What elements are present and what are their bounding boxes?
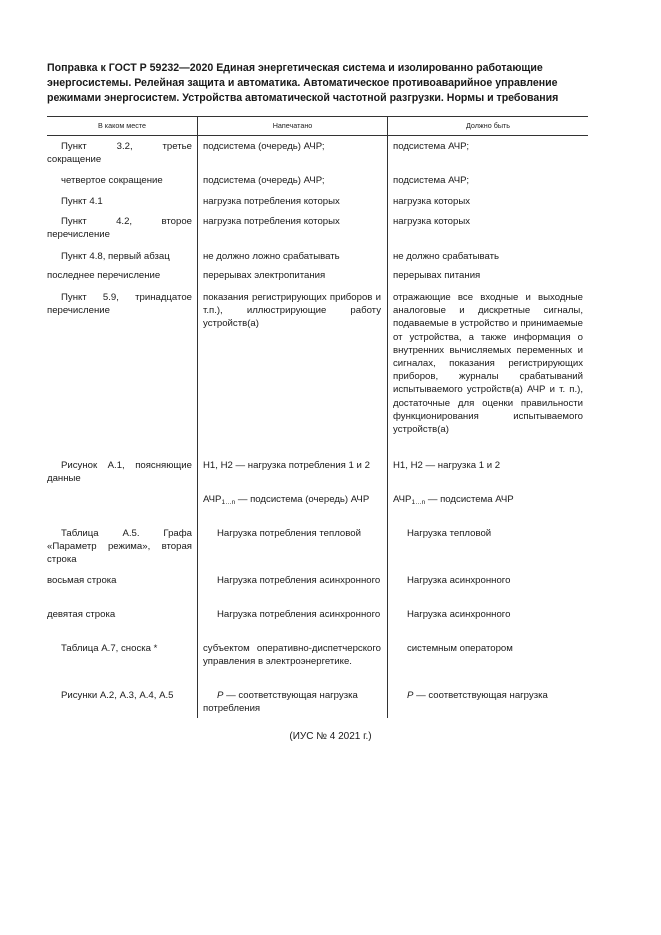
row4-printed: нагрузка потребления которых [203, 216, 340, 227]
row1-should-be: подсистема АЧР; [393, 141, 469, 152]
row14-should-rest: — соответствующая нагрузка [413, 690, 548, 701]
row9-should-prefix: АЧР [393, 494, 412, 505]
row12-printed: Нагрузка потребления асинхронного [217, 609, 381, 620]
row9-printed-suffix: — подсистема (очередь) АЧР [235, 494, 370, 505]
row6-where: последнее перечисление [47, 270, 161, 281]
row5-where: Пункт 4.8, первый абзац [61, 251, 170, 262]
row10-printed: Нагрузка потребления тепловой [217, 528, 361, 539]
row10-should-be: Нагрузка тепловой [407, 528, 492, 539]
row2-where: четвертое сокращение [61, 175, 163, 186]
row1-where: Пункт 3.2, третье сокращение [47, 141, 192, 166]
row7-printed: показания регистрирующих приборов и т.п.), иллюстрирующие работу устройств(а) [203, 292, 381, 330]
row12-should-be: Нагрузка асинхронного [407, 609, 511, 620]
row2-printed: подсистема (очередь) АЧР; [203, 175, 325, 186]
row4-where: Пункт 4.2, второе перечисление [47, 216, 192, 241]
row3-should-be: нагрузка которых [393, 196, 471, 207]
table-top-rule [47, 116, 588, 117]
table-header-rule [47, 135, 588, 136]
row3-printed: нагрузка потребления которых [203, 196, 340, 207]
row14-should-symbol: Р [407, 690, 414, 701]
row11-where: восьмая строка [47, 575, 117, 586]
row6-should-be: перерывах питания [393, 270, 481, 281]
row1-printed: подсистема (очередь) АЧР; [203, 141, 325, 152]
publication-footer: (ИУС № 4 2021 г.) [289, 731, 372, 742]
row14-should-be [393, 689, 583, 702]
column-divider-2 [387, 116, 388, 718]
row14-printed [203, 689, 381, 715]
row6-printed: перерывах электропитания [203, 270, 326, 281]
row9-should-suffix: — подсистема АЧР [425, 494, 514, 505]
row14-printed-symbol: Р [217, 690, 224, 701]
row14-where: Рисунки А.2, А.3, А.4, А.5 [61, 690, 174, 701]
row5-should-be: не должно срабатывать [393, 251, 499, 262]
row13-printed: субъектом оперативно-диспетчерского управления в электроэнергетике. [203, 643, 381, 668]
title-line-3: режимами энергосистем. Устройства автоматической частотной разгрузки. Нормы и требования [47, 92, 559, 104]
document-title [47, 61, 587, 106]
row9-should-sub: 1…n [411, 499, 426, 506]
row2-should-be: подсистема АЧР; [393, 175, 469, 186]
row13-where: Таблица А.7, сноска * [61, 643, 158, 654]
column-divider-1 [197, 116, 198, 718]
row12-where: девятая строка [47, 609, 116, 620]
row9-printed-sub: 1…n [221, 499, 236, 506]
row7-should-be: отражающие все входные и выходные аналоговые и дискретные сигналы, подаваемые в устройство и принимаемые от устройства, а также информация о внутренних вычисляемых переменных и сигналах, показания регистрирующих приборов, журналы срабатываний испытываемого устройств(а) АЧР и т. п.), достаточные для оценки правильности функционирования испытываемого устройств(а) [393, 292, 583, 436]
row9-should-be [393, 493, 583, 509]
row13-should-be: системным оператором [407, 643, 513, 654]
row9-printed-prefix: АЧР [203, 494, 222, 505]
row7-where: Пункт 5.9, тринадцатое перечисление [47, 292, 192, 317]
title-line-1: Поправка к ГОСТ Р 59232—2020 Единая энергетическая система и изолированно работающие [47, 62, 543, 74]
row5-printed: не должно ложно срабатывать [203, 251, 340, 262]
row14-printed-rest: — соответствующая нагрузка потребления [203, 690, 358, 715]
header-where: В каком месте [98, 121, 146, 130]
row10-where: Таблица А.5. Графа «Параметр режима», вторая строка [47, 528, 192, 566]
row11-should-be: Нагрузка асинхронного [407, 575, 511, 586]
row4-should-be: нагрузка которых [393, 216, 471, 227]
header-should-be: Должно быть [465, 121, 511, 130]
header-printed: Напечатано [272, 121, 313, 130]
row8-printed: Н1, Н2 — нагрузка потребления 1 и 2 [203, 460, 370, 471]
row3-where: Пункт 4.1 [61, 196, 103, 207]
title-line-2: энергосистемы. Релейная защита и автоматика. Автоматическое противоаварийное управление [47, 77, 558, 89]
row8-where: Рисунок А.1, поясняющие данные [47, 460, 192, 485]
row11-printed: Нагрузка потребления асинхронного [217, 575, 381, 586]
row9-printed [203, 493, 381, 509]
row8-should-be: Н1, Н2 — нагрузка 1 и 2 [393, 460, 501, 471]
